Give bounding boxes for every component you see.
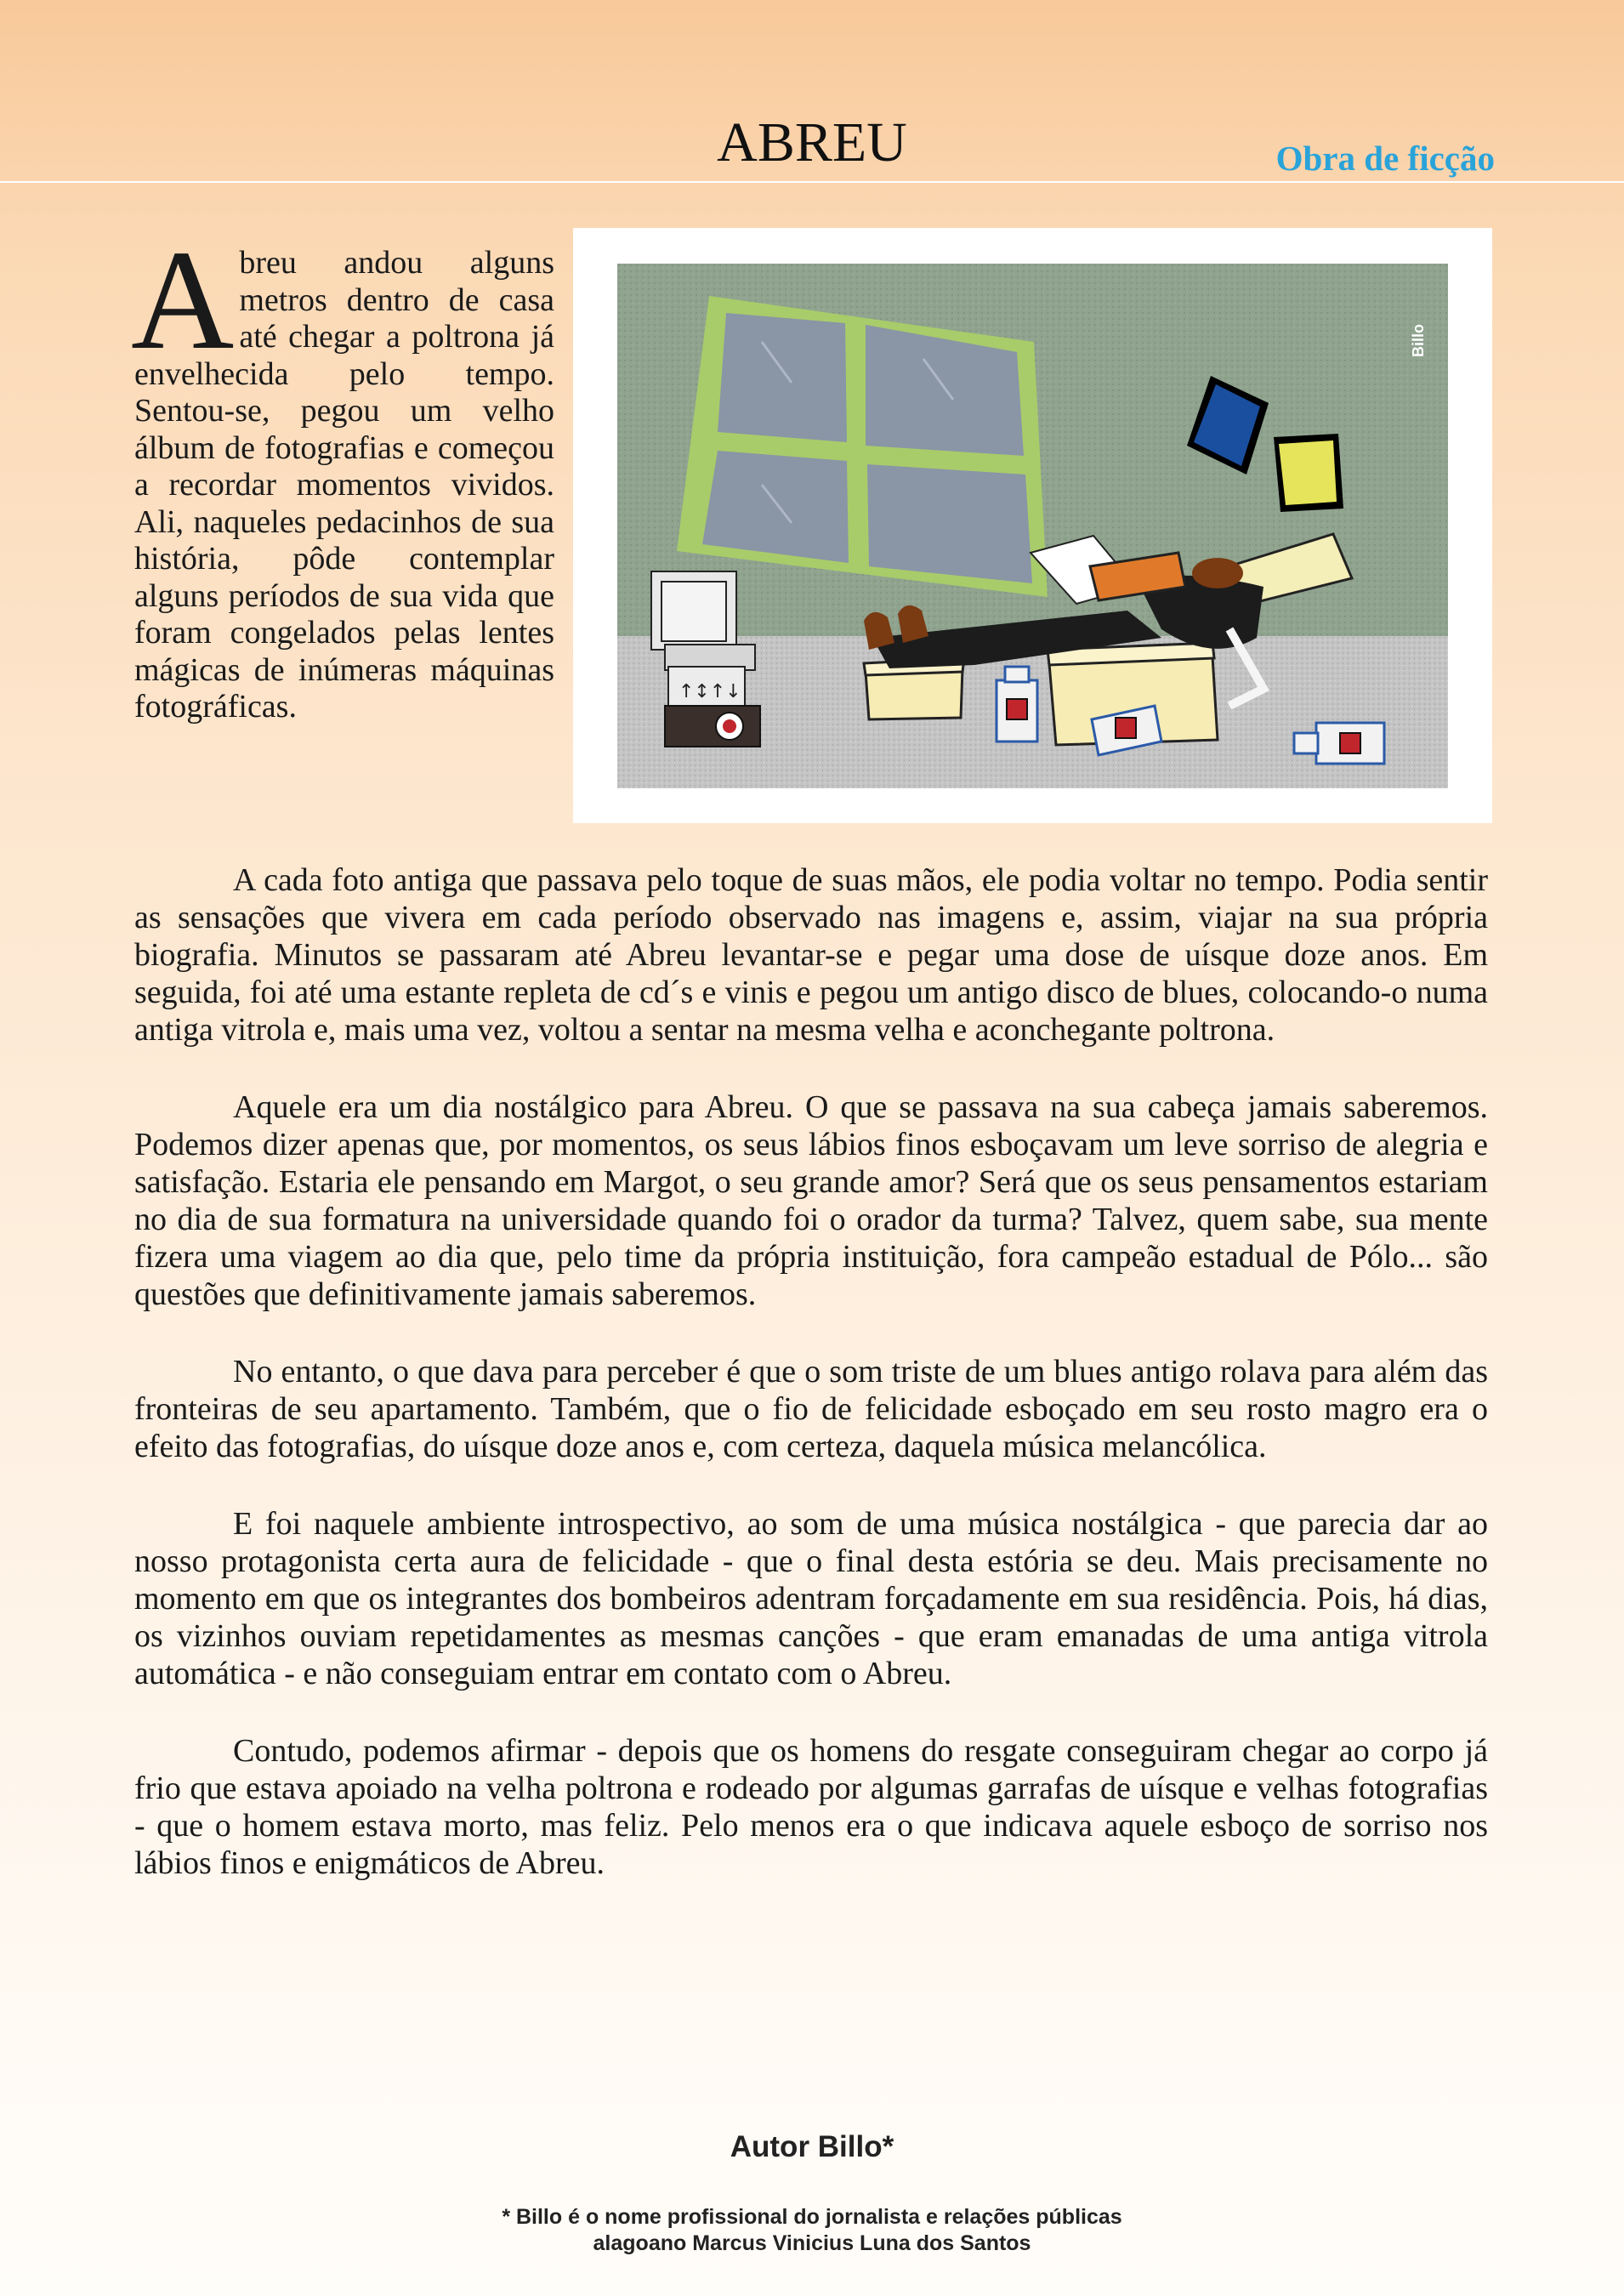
story-body — [134, 861, 1488, 1922]
genre-tag: Obra de ficção — [1275, 139, 1495, 178]
author-credit: Autor Billo* — [730, 2130, 894, 2163]
footnote-line-2: alagoano Marcus Vinicius Luna dos Santos — [593, 2231, 1031, 2255]
intro-paragraph — [131, 221, 554, 726]
illustration — [573, 228, 1492, 823]
header-rule — [0, 181, 1624, 183]
paragraph: A cada foto antiga que passava pelo toque de suas mãos, ele podia voltar no tempo. Podia sentir as sensações que vivera em cada período observado nas imagens e, assim, viajar na sua própria biografia. Minutos se passaram até Abreu levantar-se e pegar uma dose de uísque doze anos. Em seguida, foi até uma estante repleta de cd´s e vinis e pegou um antigo disco de blues, colocando-o numa antiga vitrola e, mais uma vez, voltou a sentar na mesma velha e aconchegante poltrona. — [134, 862, 1488, 1048]
footnote — [0, 2204, 1624, 2257]
footnote-line-1: * Billo é o nome profissional do jornalista e relações públicas — [502, 2205, 1122, 2229]
intro-text: breu andou alguns metros dentro de casa até chegar a poltrona já envelhecida pelo tempo. Sentou-se, pegou um velho álbum de fotografias e começou a recordar momentos vividos. Ali, naqueles pedacinhos de sua história, pôde contemplar alguns períodos de sua vida que foram congelados pelas lentes mágicas de inúmeras máquinas fotográficas. — [134, 245, 554, 725]
paragraph: No entanto, o que dava para perceber é que o som triste de um blues antigo rolava para além das fronteiras de seu apartamento. Também, que o fio de felicidade esboçado em seu rosto magro era o efeito das fotografias, do uísque doze anos e, com certeza, daquela música melancólica. — [134, 1354, 1488, 1464]
page-title: ABREU — [717, 111, 907, 173]
paragraph: Aquele era um dia nostálgico para Abreu. O que se passava na sua cabeça jamais saberemos. Podemos dizer apenas que, por momentos, os seus lábios finos esboçavam um leve sorriso de alegria e satisfação. Estaria ele pensando em Margot, o seu grande amor? Será que os seus pensamentos estariam no dia de sua formatura na universidade quando foi o orador da turma? Talvez, quem sabe, sua mente fizera uma viagem ao dia que, pelo time da própria instituição, fora campeão estadual de Pólo... são questões que definitivamente jamais saberemos. — [134, 1089, 1488, 1312]
illustration-scene — [617, 264, 1448, 788]
signature: Billo — [1410, 324, 1427, 357]
drop-cap: A — [131, 221, 235, 379]
yellow-frame — [1274, 434, 1343, 512]
paragraph: Contudo, podemos afirmar - depois que os homens do resgate conseguiram chegar ao corpo já frio que estava apoiado na velha poltrona e rodeado por algumas garrafas de uísque e velhas fotografias - que o homem estava morto, mas feliz. Pelo menos era o que indicava aquele esboço de sorriso nos lábios finos e enigmáticos de Abreu. — [134, 1733, 1488, 1881]
svg-text:↑↕↑↓: ↑↕↑↓ — [679, 681, 741, 702]
window — [677, 296, 1048, 597]
paragraph: E foi naquele ambiente introspectivo, ao som de uma música nostálgica - que parecia dar ao nosso protagonista certa aura de felicidade - que o final desta estória se deu. Mais precisamente no momento em que os integrantes dos bombeiros adentram forçadamente em sua residência. Pois, há dias, os vizinhos ouviam repetidamentes as mesmas canções - que eram emanadas de uma antiga vitrola automática - e não conseguiam entrar em contato com o Abreu. — [134, 1506, 1488, 1691]
